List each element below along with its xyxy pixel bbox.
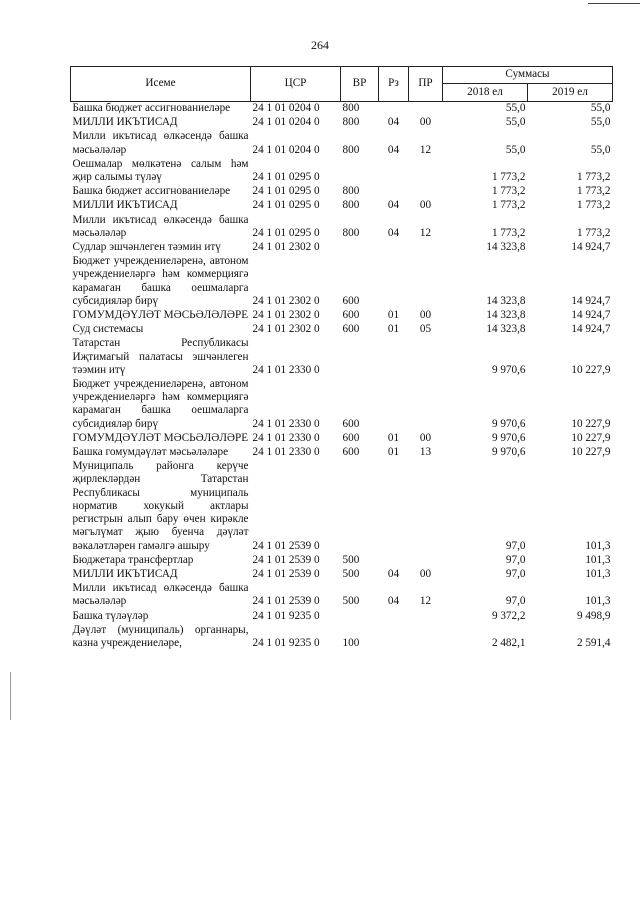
row-sum-2019: 2 591,4 (576, 636, 611, 649)
row-sum-2019: 14 924,7 (571, 241, 611, 254)
row-rz: 04 (387, 199, 400, 212)
row-csr: 24 1 01 2539 0 (252, 539, 320, 552)
header-vr: ВР (341, 67, 379, 102)
row-rz: 04 (387, 595, 400, 608)
header-name: Исеме (71, 67, 251, 102)
row-vr: 800 (342, 226, 360, 239)
row-pr (409, 378, 443, 432)
row-rz: 01 (387, 431, 400, 444)
page-number: 264 (311, 38, 329, 52)
row-vr: 500 (342, 553, 360, 566)
row-vr: 600 (342, 417, 360, 430)
table-row (71, 446, 613, 460)
table-row (71, 309, 613, 323)
row-pr: 00 (419, 431, 432, 444)
row-rz (379, 255, 409, 309)
row-sum-2019: 1 773,2 (576, 171, 611, 184)
row-name: МИЛЛИ ИКЪТИСАД (72, 116, 178, 129)
row-sum-2018: 55,0 (505, 143, 526, 156)
row-name: ГОМУМДӘҮЛӘТ МӘСЬӘЛӘЛӘРЕ (72, 431, 249, 444)
row-csr: 24 1 01 9235 0 (252, 636, 320, 649)
row-name: Милли икътисад өлкәсендә башка мәсьәләләр (72, 582, 249, 608)
row-vr: 800 (342, 185, 360, 198)
row-sum-2019: 101,3 (585, 595, 611, 608)
row-pr (409, 610, 443, 624)
row-sum-2019: 10 227,9 (571, 363, 611, 376)
row-vr: 500 (342, 567, 360, 580)
row-sum-2018: 55,0 (505, 116, 526, 129)
row-sum-2018: 97,0 (505, 567, 526, 580)
row-sum-2018: 14 323,8 (486, 323, 526, 336)
row-csr: 24 1 01 2539 0 (252, 553, 320, 566)
row-sum-2018: 1 773,2 (491, 199, 526, 212)
row-csr: 24 1 01 0295 0 (252, 171, 320, 184)
row-vr (341, 610, 379, 624)
row-vr: 500 (342, 595, 360, 608)
row-csr: 24 1 01 9235 0 (252, 609, 320, 622)
row-vr: 600 (342, 431, 360, 444)
row-pr: 12 (419, 226, 432, 239)
row-sum-2018: 9 970,6 (491, 363, 526, 376)
row-rz (379, 378, 409, 432)
top-rule (588, 3, 640, 4)
row-name: Татарстан Республикасы Иҗтимагый палатасы эшчәнлеген тәэмин итү (72, 337, 249, 376)
row-sum-2019: 1 773,2 (576, 199, 611, 212)
row-pr: 00 (419, 116, 432, 129)
margin-mark (10, 672, 11, 720)
table-row (71, 255, 613, 309)
row-pr (409, 460, 443, 553)
row-csr: 24 1 01 2330 0 (252, 417, 320, 430)
row-pr: 12 (419, 143, 432, 156)
row-sum-2019: 101,3 (585, 553, 611, 566)
row-csr: 24 1 01 0295 0 (252, 185, 320, 198)
row-pr (409, 337, 443, 378)
row-pr (409, 624, 443, 651)
row-sum-2018: 97,0 (505, 595, 526, 608)
row-name: Бюджет учреждениеләренә, автоном учреждениеләргә һәм коммерциягә карамаган башка оешмаларга субсидияләр бирү (72, 255, 249, 307)
table-row (71, 337, 613, 378)
row-rz (379, 610, 409, 624)
table-row (71, 241, 613, 255)
row-rz: 04 (387, 226, 400, 239)
row-rz: 04 (387, 116, 400, 129)
table-row (71, 116, 613, 130)
header-rz: Рз (379, 67, 409, 102)
table-row (71, 185, 613, 199)
row-rz (379, 158, 409, 185)
row-csr: 24 1 01 2302 0 (252, 241, 320, 254)
row-csr: 24 1 01 2302 0 (252, 323, 320, 336)
table-row (71, 460, 613, 553)
row-csr: 24 1 01 2330 0 (252, 363, 320, 376)
row-sum-2019: 1 773,2 (576, 185, 611, 198)
row-vr (341, 158, 379, 185)
row-csr: 24 1 01 2302 0 (252, 294, 320, 307)
row-pr: 00 (419, 567, 432, 580)
row-pr (409, 255, 443, 309)
row-name: Судлар эшчәнлеген тәэмин итү (72, 241, 221, 254)
row-pr: 05 (419, 323, 432, 336)
row-csr: 24 1 01 2302 0 (252, 309, 320, 322)
header-sums: Суммасы (443, 67, 613, 84)
row-sum-2018: 9 970,6 (491, 446, 526, 459)
row-sum-2019: 14 924,7 (571, 323, 611, 336)
row-rz: 01 (387, 446, 400, 459)
table-row (71, 378, 613, 432)
row-name: Милли икътисад өлкәсендә башка мәсьәләләр (72, 130, 249, 156)
row-csr: 24 1 01 0204 0 (252, 116, 320, 129)
row-csr: 24 1 01 0295 0 (252, 199, 320, 212)
row-vr: 600 (342, 446, 360, 459)
row-pr (409, 158, 443, 185)
row-sum-2019: 55,0 (590, 116, 611, 129)
row-pr: 13 (419, 446, 432, 459)
header-2018: 2018 ел (443, 84, 528, 102)
row-pr: 00 (419, 199, 432, 212)
row-csr: 24 1 01 2539 0 (252, 595, 320, 608)
header-2019: 2019 ел (528, 84, 613, 102)
row-sum-2018: 14 323,8 (486, 309, 526, 322)
table-row (71, 214, 613, 241)
row-rz: 01 (387, 323, 400, 336)
row-csr: 24 1 01 2330 0 (252, 431, 320, 444)
row-sum-2018: 1 773,2 (491, 226, 526, 239)
row-name: Бюджет учреждениеләренә, автоном учреждениеләргә һәм коммерциягә карамаган башка оешмаларга субсидияләр бирү (72, 378, 249, 430)
row-sum-2019: 9 498,9 (576, 609, 611, 622)
table-row (71, 130, 613, 157)
budget-table (70, 66, 613, 651)
row-sum-2018: 2 482,1 (491, 636, 526, 649)
row-rz (379, 554, 409, 568)
table-row (71, 568, 613, 582)
row-sum-2018: 9 970,6 (491, 417, 526, 430)
row-name: Башка гомумдәүләт мәсьәләләре (72, 446, 229, 459)
table-row (71, 323, 613, 337)
row-sum-2018: 97,0 (505, 553, 526, 566)
row-sum-2019: 55,0 (590, 102, 611, 114)
table-row (71, 158, 613, 185)
row-csr: 24 1 01 0204 0 (252, 102, 320, 114)
row-rz (379, 624, 409, 651)
row-vr: 800 (342, 102, 360, 114)
header-pr: ПР (409, 67, 443, 102)
row-vr (341, 460, 379, 553)
row-sum-2018: 1 773,2 (491, 171, 526, 184)
table-row (71, 554, 613, 568)
row-rz (379, 185, 409, 199)
row-name: Башка түләүләр (72, 609, 149, 622)
row-rz: 04 (387, 143, 400, 156)
row-pr (409, 554, 443, 568)
table-row (71, 610, 613, 624)
row-pr (409, 185, 443, 199)
row-sum-2018: 14 323,8 (486, 241, 526, 254)
row-pr (409, 241, 443, 255)
row-vr: 600 (342, 323, 360, 336)
table-body (71, 102, 613, 652)
table-row (71, 582, 613, 609)
row-sum-2019: 14 924,7 (571, 294, 611, 307)
row-name: Оешмалар мөлкәтенә салым һәм җир салымы түләү (72, 157, 249, 184)
row-csr: 24 1 01 2330 0 (252, 446, 320, 459)
row-sum-2019: 101,3 (585, 567, 611, 580)
row-sum-2018: 14 323,8 (486, 294, 526, 307)
row-name: Башка бюджет ассигнованиеләре (72, 185, 231, 198)
row-name: МИЛЛИ ИКЪТИСАД (72, 199, 178, 212)
table-header (71, 67, 613, 102)
row-sum-2019: 14 924,7 (571, 309, 611, 322)
row-name: Башка бюджет ассигнованиеләре (72, 102, 231, 114)
row-pr (409, 102, 443, 117)
row-sum-2018: 97,0 (505, 539, 526, 552)
table-row (71, 432, 613, 446)
row-vr (341, 241, 379, 255)
row-sum-2018: 9 970,6 (491, 431, 526, 444)
row-rz: 01 (387, 309, 400, 322)
row-sum-2019: 10 227,9 (571, 417, 611, 430)
table-row (71, 102, 613, 117)
header-csr: ЦСР (251, 67, 341, 102)
row-rz (379, 460, 409, 553)
row-sum-2019: 55,0 (590, 143, 611, 156)
row-sum-2018: 1 773,2 (491, 185, 526, 198)
row-sum-2019: 1 773,2 (576, 226, 611, 239)
row-rz (379, 102, 409, 117)
row-vr: 600 (342, 309, 360, 322)
row-vr: 100 (342, 636, 360, 649)
row-pr: 12 (419, 595, 432, 608)
table-row (71, 624, 613, 651)
row-sum-2019: 101,3 (585, 539, 611, 552)
row-name: Дәүләт (муниципаль) органнары, казна учреждениеләре, (72, 623, 249, 649)
row-vr: 800 (342, 199, 360, 212)
row-name: Суд системасы (72, 323, 144, 336)
row-csr: 24 1 01 2539 0 (252, 567, 320, 580)
row-csr: 24 1 01 0295 0 (252, 226, 320, 239)
row-sum-2018: 55,0 (505, 102, 526, 114)
row-vr: 600 (342, 294, 360, 307)
row-sum-2018: 9 372,2 (491, 609, 526, 622)
row-pr: 00 (419, 309, 432, 322)
row-sum-2019: 10 227,9 (571, 431, 611, 444)
row-vr: 800 (342, 116, 360, 129)
row-sum-2019: 10 227,9 (571, 446, 611, 459)
row-name: Бюджетара трансфертлар (72, 553, 194, 566)
row-csr: 24 1 01 0204 0 (252, 143, 320, 156)
row-vr: 800 (342, 143, 360, 156)
row-rz (379, 337, 409, 378)
row-rz (379, 241, 409, 255)
row-name: ГОМУМДӘҮЛӘТ МӘСЬӘЛӘЛӘРЕ (72, 309, 249, 322)
row-name: МИЛЛИ ИКЪТИСАД (72, 567, 178, 580)
table-row (71, 199, 613, 213)
row-rz: 04 (387, 567, 400, 580)
row-vr (341, 337, 379, 378)
row-name: Милли икътисад өлкәсендә башка мәсьәләләр (72, 213, 249, 239)
row-name: Муниципаль районга керүче җирлекләрдән Татарстан Республикасы муниципаль норматив хокукый актлары регистрын алып бару өчен кирәкле мәгълүмат җыю буенча дәүләт вәкаләтләрен гамәлгә ашыру (72, 460, 249, 552)
